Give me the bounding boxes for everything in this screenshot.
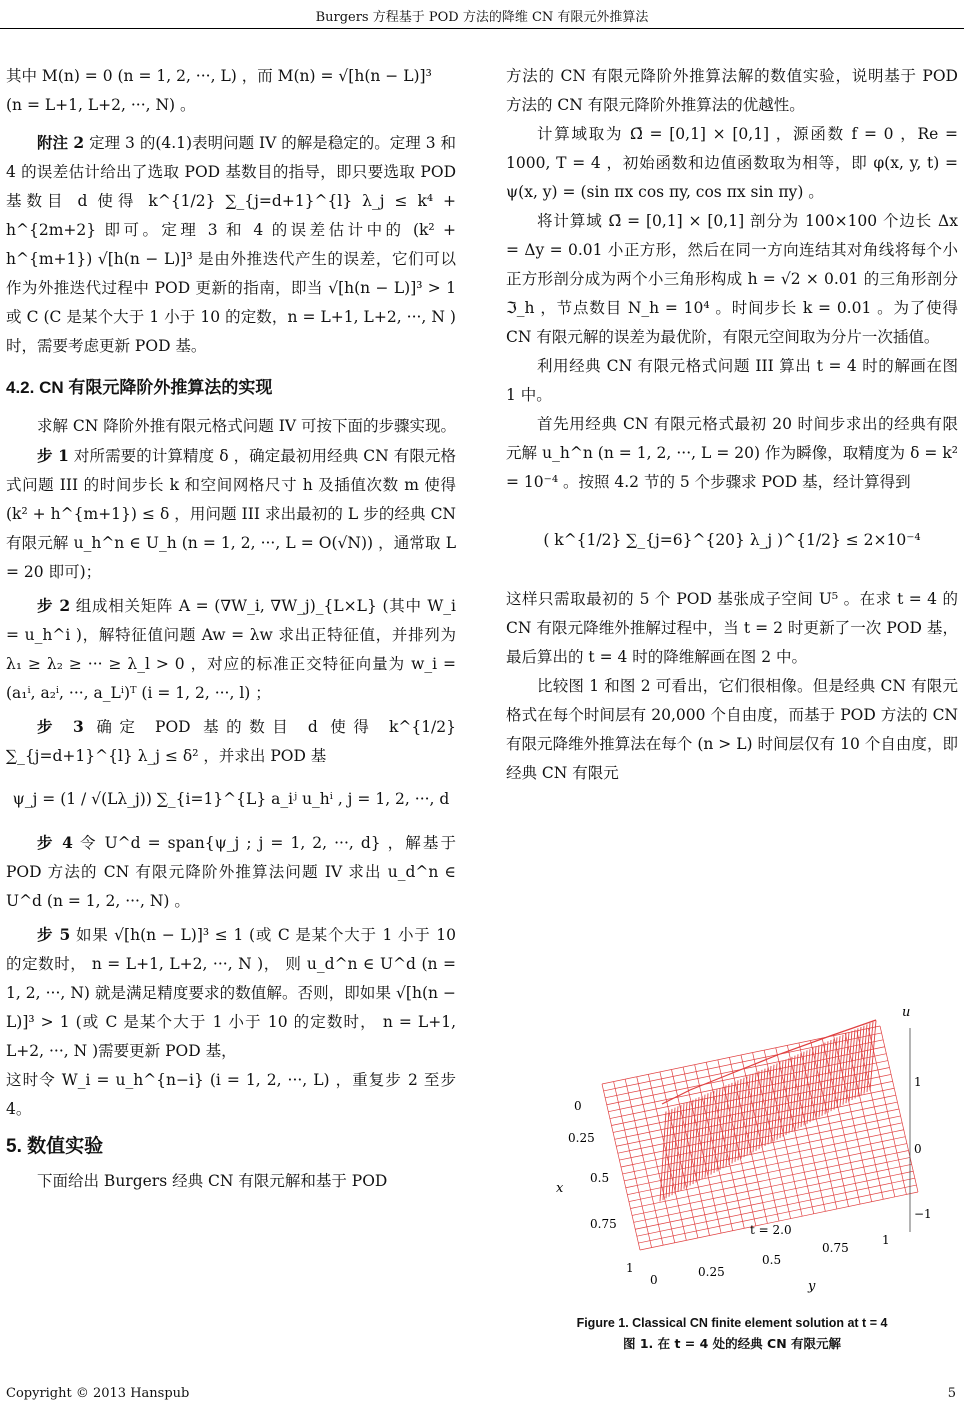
- header-rule: [0, 28, 964, 29]
- para-M-range: (n = L+1, L+2, ···, N) 。: [6, 96, 196, 114]
- step-3-label: 步 3: [37, 717, 84, 736]
- page-number: 5: [947, 1386, 956, 1401]
- section-5-title: 5. 数值实验: [6, 1136, 104, 1157]
- step-2-label: 步 2: [37, 596, 71, 615]
- shock-line: [717, 1087, 723, 1172]
- footer-copyright: Copyright © 2013 Hanspub: [6, 1386, 190, 1401]
- step-2-text: 组成相关矩阵 A = (∇W_i, ∇W_j)_{L×L} (其中 W_i = u_h^i )，解特征值问题 Aw = λw 求出正特征值，并排列为 λ₁ ≥ λ₂ ≥ ··· ≥ λ_l > 0 ，对应的标准正交特征向量为 w_i = (a₁ⁱ, a₂ⁱ, ···, a_Lⁱ)ᵀ (i = 1, 2, ···, l) ；: [6, 597, 456, 702]
- shock-line: [843, 1032, 849, 1105]
- shock-line: [699, 1095, 705, 1181]
- y-tick-025: 0.25: [698, 1265, 725, 1279]
- y-tick-1: 1: [882, 1233, 890, 1247]
- section-4-2-title: 4.2. CN 有限元降阶外推算法的实现: [6, 378, 273, 397]
- u-tick-1: 1: [914, 1075, 922, 1089]
- x-tick-075: 0.75: [590, 1217, 617, 1231]
- u-axis-label: u: [902, 1005, 911, 1020]
- step-5-last-line: 这时令 W_i = u_h^{n−i} (i = 1, 2, ···, L) ，重复步 2 至步 4。: [6, 1071, 456, 1118]
- remark-text: 定理 3 的(4.1)表明问题 IV 的解是稳定的。定理 3 和 4 的误差估计给出了选取 POD 基数目的指导，即只要选取 POD 基数目 d 使得 k^{1/2} ∑_{j=d+1}^{l} λ_j ≤ k⁴ + h^{2m+2} 即可。定理 3 和 4 的误差估计中的 (k² + h^{m+1}) √[h(n − L)]³ 是由外推迭代产生的误差，它们可以作为外推迭代过程中 POD 更新的指南，即当 √[h(n − L)]³ > 1 或 C (C 是某个大于 1 小于 10 的定数，n = L+1, L+2, ···, N )时，需要考虑更新 POD 基。: [6, 134, 456, 355]
- step-1-text: 对所需要的计算精度 δ ，确定最初用经典 CN 有限元格式问题 III 的时间步长 k 和空间网格尺寸 h 及插值次数 m 使得 (k² + h^{m+1}) ≤ δ ，用问题 III 求出最初的 L 步的经典 CN 有限元解 u_h^n ∈ U_h (n = 1, 2, ···, L = O(√N)) ，通常取 L = 20 即可)；: [6, 447, 457, 581]
- shock-line: [729, 1082, 735, 1165]
- remark-2: [6, 128, 456, 361]
- steps-intro: 求解 CN 降阶外推有限元格式问题 IV 可按下面的步骤实现。: [37, 417, 456, 435]
- step-3-text: 确定 POD 基的数目 d 使得 k^{1/2} ∑_{j=d+1}^{l} λ_j ≤ δ² ，并求出 POD 基: [6, 718, 457, 765]
- para-experiment-purpose: 方法的 CN 有限元降阶外推算法解的数值实验，说明基于 POD 方法的 CN 有限元降阶外推算法的优越性。: [506, 67, 958, 114]
- y-axis-label: y: [808, 1279, 816, 1294]
- shock-line: [840, 1034, 846, 1107]
- y-tick-075: 0.75: [822, 1241, 849, 1255]
- shock-line: [660, 1112, 666, 1202]
- figure-caption-en: Figure 1. Classical CN finite element solution at t = 4: [576, 1316, 888, 1330]
- right-column: [506, 62, 958, 788]
- shock-line: [741, 1076, 747, 1158]
- para-fig1-ref: 利用经典 CN 有限元格式问题 III 算出 t = 4 时的解画在图 1 中。: [506, 357, 958, 404]
- shock-line: [738, 1078, 744, 1161]
- shock-line: [726, 1083, 732, 1167]
- para-M-definition: 其中 M(n) = 0 (n = 1, 2, ···, L) ，而 M(n) = √[h(n − L)]³: [6, 67, 432, 85]
- y-tick-0: 0: [650, 1273, 658, 1287]
- step-5-label: 步 5: [37, 925, 71, 944]
- step-5-text: 如果 √[h(n − L)]³ ≤ 1 (或 C 是某个大于 1 小于 10 的定数时， n = L+1, L+2, ···, N )， 则 u_d^n ∈ U^d (n = 1, 2, ···, N) 就是满足精度要求的数值解。否则，即如果 √[h(n − L)]³ > 1 (或 C 是某个大于 1 小于 10 的定数时， n = L+1, L+2, ···, N )需要更新 POD 基，: [6, 926, 456, 1060]
- shock-line: [810, 1047, 816, 1123]
- step-1: [6, 441, 456, 587]
- pod-basis-equation: ψ_j = (1 / √(Lλ_j)) ∑_{i=1}^{L} a_iʲ u_hⁱ , j = 1, 2, ···, d: [12, 790, 450, 808]
- shock-line: [693, 1097, 699, 1184]
- para-mesh: 将计算域 Ω̄ = [0,1] × [0,1] 剖分为 100×100 个边长 Δx = Δy = 0.01 小正方形，然后在同一方向连结其对角线将每个小正方形剖分成为两个小三角形构成 h = √2 × 0.01 的三角形剖分 ℑ_h ，节点数目 N_h = 10⁴ 。时间步长 k = 0.01 。为了使得 CN 有限元解的误差为最优阶，有限元空间取为分片一次插值。: [506, 212, 958, 346]
- shock-line: [858, 1026, 864, 1097]
- shock-line: [801, 1050, 807, 1127]
- para-domain: 计算域取为 Ω̄ = [0,1] × [0,1] ，源函数 f = 0 ，Re = 1000, T = 4 ，初始函数和边值函数取为相等，即 φ(x, y, t) = ψ(x, y) = (sin πx cos πy, cos πx sin πy) 。: [506, 125, 958, 201]
- x-tick-05: 0.5: [590, 1171, 610, 1185]
- shock-line: [861, 1024, 867, 1095]
- step-1-label: 步 1: [37, 446, 69, 465]
- left-column: [6, 62, 456, 1196]
- step-5: [6, 920, 456, 1066]
- u-tick-minus1: −1: [914, 1207, 932, 1221]
- shock-line: [669, 1108, 675, 1197]
- step-3: [6, 712, 456, 771]
- shock-line: [666, 1109, 672, 1198]
- shock-line: [834, 1036, 840, 1109]
- remark-label: 附注 2: [37, 133, 85, 152]
- u-tick-0: 0: [914, 1142, 922, 1156]
- step-4: [6, 828, 456, 916]
- y-tick-05: 0.5: [762, 1253, 782, 1267]
- x-tick-0: 0: [574, 1099, 582, 1113]
- section-5-intro: 下面给出 Burgers 经典 CN 有限元解和基于 POD: [37, 1172, 388, 1190]
- para-pod-subspace: 这样只需取最初的 5 个 POD 基张成子空间 U⁵ 。在求 t = 4 的 CN 有限元降维外推解过程中，当 t = 2 时更新了一次 POD 基，最后算出的 t = 4 时的降维解画在图 2 中。: [506, 590, 958, 666]
- shock-line: [750, 1073, 756, 1154]
- time-label: t = 2.0: [750, 1223, 792, 1237]
- shock-line: [774, 1062, 780, 1141]
- figure-caption-zh: 图 1. 在 t = 4 处的经典 CN 有限元解: [622, 1336, 842, 1351]
- running-header: Burgers 方程基于 POD 方法的降维 CN 有限元外推算法: [315, 10, 649, 25]
- shock-line: [849, 1030, 855, 1102]
- shock-line: [870, 1021, 876, 1091]
- x-tick-1: 1: [626, 1261, 634, 1275]
- step-2: [6, 591, 456, 708]
- pod-error-equation: ( k^{1/2} ∑_{j=6}^{20} λ_j )^{1/2} ≤ 2×10⁻⁴: [543, 531, 921, 549]
- x-tick-025: 0.25: [568, 1131, 595, 1145]
- shock-line: [798, 1052, 804, 1129]
- step-4-text: 令 U^d = span{ψ_j ; j = 1, 2, ···, d} ，解基于 POD 方法的 CN 有限元降阶外推算法问题 IV 求出 u_d^n ∈ U^d (n = 1, 2, ···, N) 。: [6, 834, 456, 910]
- para-comparison: 比较图 1 和图 2 可看出，它们很相像。但是经典 CN 有限元格式在每个时间层有 20,000 个自由度，而基于 POD 方法的 CN 有限元降维外推算法在每个 (n > L) 时间层仅有 10 个自由度，即经典 CN 有限元: [506, 677, 958, 782]
- figure-1-surface-plot: [540, 992, 940, 1304]
- para-snapshots: 首先用经典 CN 有限元格式最初 20 时间步求出的经典有限元解 u_h^n (n = 1, 2, ···, L = 20) 作为瞬像，取精度为 δ = k² = 10⁻⁴ 。按照 4.2 节的 5 个步骤求 POD 基，经计算得到: [506, 415, 958, 491]
- shock-line: [675, 1105, 681, 1194]
- step-4-label: 步 4: [37, 833, 73, 852]
- shock-line: [696, 1096, 702, 1183]
- x-axis-label: x: [556, 1181, 564, 1196]
